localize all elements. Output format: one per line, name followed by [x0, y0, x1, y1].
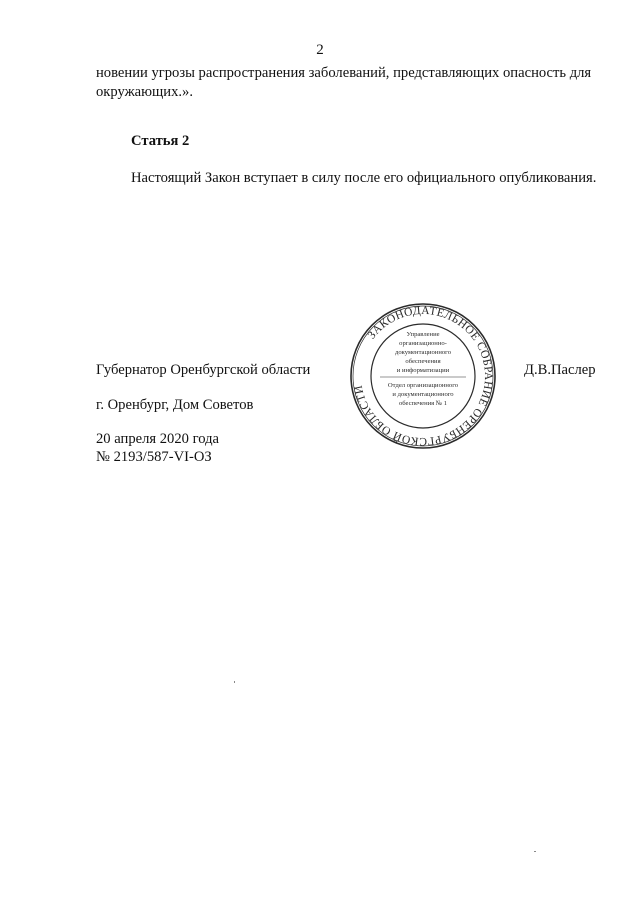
seal-line: Отдел организационного — [387, 382, 459, 389]
seal-ring-text: ЗАКОНОДАТЕЛЬНОЕ СОБРАНИЕ ОРЕНБУРГСКОЙ ОБЛАСТИ — [352, 304, 495, 448]
signatory-position: Губернатор Оренбургской области — [96, 362, 311, 378]
seal-line: и документационного — [392, 391, 454, 398]
scan-speck — [234, 681, 235, 683]
seal-line: и информатизации — [396, 367, 450, 374]
law-number: № 2193/587-VI-ОЗ — [96, 449, 212, 465]
official-seal-icon — [348, 301, 498, 451]
signatory-name: Д.В.Паслер — [524, 362, 596, 378]
continued-paragraph — [96, 64, 611, 102]
scan-speck — [534, 851, 536, 852]
article-heading: Статья 2 — [131, 133, 190, 149]
signing-place: г. Оренбург, Дом Советов — [96, 397, 254, 413]
seal-line: документационного — [394, 349, 452, 356]
seal-line: обеспечения № 1 — [398, 400, 448, 407]
seal-line: обеспечения — [405, 358, 441, 365]
paragraph-line: окружающих.». — [96, 84, 193, 100]
seal-line: организационно- — [399, 340, 447, 347]
paragraph-line: новении угрозы распространения заболеваний, представляющих опасность для — [96, 65, 592, 81]
signing-date: 20 апреля 2020 года — [96, 431, 219, 447]
seal-line: Управление — [406, 331, 440, 338]
page-number: 2 — [316, 42, 324, 58]
article-body: Настоящий Закон вступает в силу после его официального опубликования. — [131, 170, 597, 186]
